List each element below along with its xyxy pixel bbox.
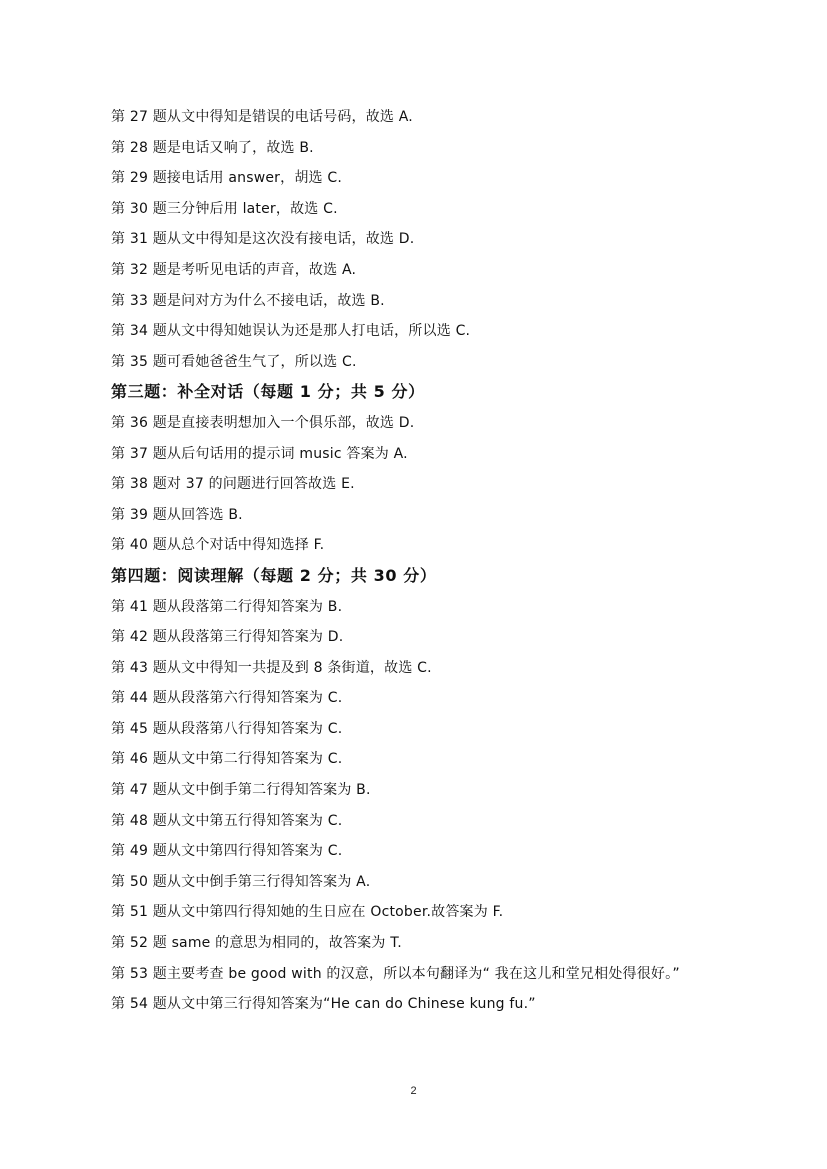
section-heading: 第四题：阅读理解（每题 2 分；共 30 分） [111,565,437,585]
explanation-line: 第 47 题从文中倒手第二行得知答案为 B. [111,782,371,799]
explanation-line: 第 42 题从段落第三行得知答案为 D. [111,629,344,646]
explanation-line: 第 50 题从文中倒手第三行得知答案为 A. [111,873,371,890]
explanation-line: 第 37 题从后句话用的提示词 music 答案为 A. [111,445,408,462]
explanation-line: 第 54 题从文中第三行得知答案为“He can do Chinese kung fu.” [111,996,536,1013]
explanation-line: 第 44 题从段落第六行得知答案为 C. [111,690,343,707]
explanation-line: 第 36 题是直接表明想加入一个俱乐部，故选 D. [111,414,415,431]
explanation-line: 第 45 题从段落第八行得知答案为 C. [111,720,343,737]
explanation-line: 第 51 题从文中第四行得知她的生日应在 October.故答案为 F. [111,904,504,921]
explanation-line: 第 48 题从文中第五行得知答案为 C. [111,812,343,829]
answer-explanations [111,102,721,1020]
explanation-line: 第 40 题从总个对话中得知选择 F. [111,537,325,554]
explanation-line: 第 31 题从文中得知是这次没有接电话，故选 D. [111,231,415,248]
explanation-line: 第 35 题可看她爸爸生气了，所以选 C. [111,353,357,370]
explanation-line: 第 52 题 same 的意思为相同的，故答案为 T. [111,935,402,952]
explanation-line: 第 49 题从文中第四行得知答案为 C. [111,843,343,860]
explanation-line: 第 53 题主要考查 be good with 的汉意，所以本句翻译为“ 我在这儿和堂兄相处得很好。” [111,965,680,982]
explanation-line: 第 28 题是电话又响了，故选 B. [111,139,314,156]
explanation-line: 第 43 题从文中得知一共提及到 8 条街道，故选 C. [111,659,432,676]
explanation-line: 第 39 题从回答选 B. [111,506,243,523]
explanation-line: 第 33 题是问对方为什么不接电话，故选 B. [111,292,385,309]
explanation-line: 第 34 题从文中得知她误认为还是那人打电话，所以选 C. [111,323,471,340]
explanation-line: 第 38 题对 37 的问题进行回答故选 E. [111,476,355,493]
explanation-line: 第 30 题三分钟后用 later，故选 C. [111,200,338,217]
page-number: 2 [410,1085,417,1097]
explanation-line: 第 29 题接电话用 answer，胡选 C. [111,170,343,187]
explanation-line: 第 32 题是考听见电话的声音，故选 A. [111,261,357,278]
explanation-line: 第 41 题从段落第二行得知答案为 B. [111,598,343,615]
section-heading: 第三题：补全对话（每题 1 分；共 5 分） [111,382,425,402]
explanation-line: 第 27 题从文中得知是错误的电话号码，故选 A. [111,109,413,125]
explanation-line: 第 46 题从文中第二行得知答案为 C. [111,751,343,768]
